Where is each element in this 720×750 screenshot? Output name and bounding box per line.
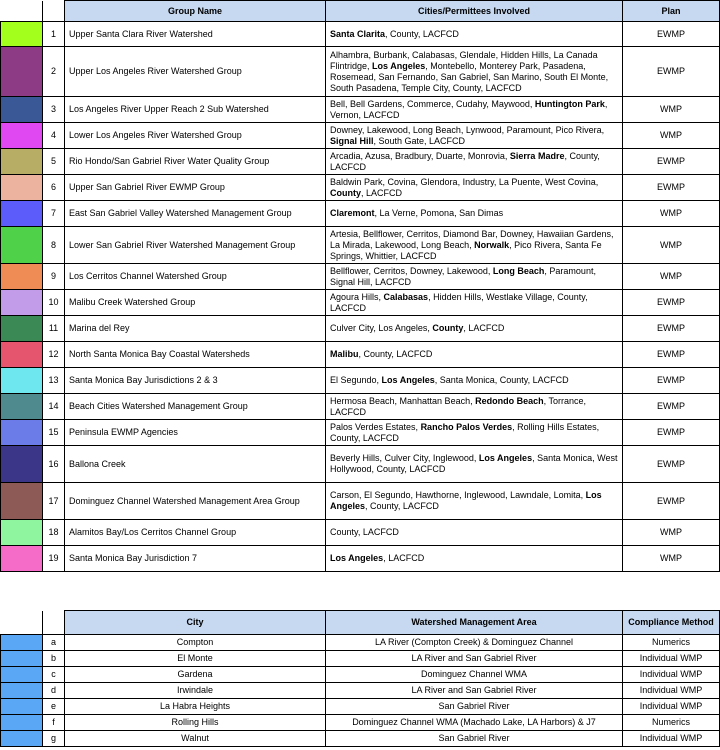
cities-text: , Santa Monica, West Hollywood, County, LACFCD [330, 453, 618, 474]
color-swatch [1, 201, 43, 227]
cities-cell [326, 316, 623, 342]
group-number: 7 [43, 201, 65, 227]
cities-cell [326, 520, 623, 546]
city-letter: c [43, 667, 65, 683]
group-name: Santa Monica Bay Jurisdictions 2 & 3 [65, 368, 326, 394]
color-swatch [1, 368, 43, 394]
group-name: Lower San Gabriel River Watershed Management Group [65, 227, 326, 264]
city-name: Rolling Hills [65, 715, 326, 731]
group-number: 15 [43, 420, 65, 446]
table-row [1, 201, 720, 227]
header-plan: Plan [623, 1, 720, 22]
cities-text: Hermosa Beach, Manhattan Beach, [330, 395, 476, 406]
plan-type: EWMP [623, 316, 720, 342]
header-group-name: Group Name [65, 1, 326, 22]
cities-text: Alhambra, Burbank, Calabasas, Glendale, Hidden Hills, La Canada Flintridge, [330, 49, 598, 71]
table-row [1, 520, 720, 546]
cities-text: Bell, Bell Gardens, Commerce, Cudahy, Maywood, [330, 98, 535, 109]
plan-type: EWMP [623, 175, 720, 201]
header-city: City [65, 611, 326, 635]
group-name: Upper Santa Clara River Watershed [65, 22, 326, 47]
header-compliance-method: Compliance Method [623, 611, 720, 635]
header-blank [43, 1, 65, 22]
cities-text: Culver City, Los Angeles, [330, 323, 433, 333]
table-row [1, 667, 720, 683]
city-name: Compton [65, 635, 326, 651]
cities-text: , Santa Monica, County, LACFCD [434, 375, 569, 385]
plan-type: WMP [623, 97, 720, 123]
compliance-method: Individual WMP [623, 731, 720, 747]
color-swatch [1, 683, 43, 699]
city-name: El Monte [65, 651, 326, 667]
table-row [1, 699, 720, 715]
cities-text: , South Gate, LACFCD [373, 135, 466, 146]
table-row [1, 316, 720, 342]
color-swatch [1, 446, 43, 483]
lead-city: Los Angeles [330, 553, 384, 563]
plan-type: EWMP [623, 47, 720, 97]
table-row [1, 715, 720, 731]
group-name: Santa Monica Bay Jurisdiction 7 [65, 546, 326, 572]
compliance-method: Numerics [623, 715, 720, 731]
plan-type: EWMP [623, 290, 720, 316]
table-row [1, 290, 720, 316]
cities-cell [326, 420, 623, 446]
group-name: Ballona Creek [65, 446, 326, 483]
group-number: 18 [43, 520, 65, 546]
table-row [1, 446, 720, 483]
table-row [1, 47, 720, 97]
cities-cell [326, 97, 623, 123]
cities-cell [326, 123, 623, 149]
city-letter: d [43, 683, 65, 699]
lead-city: Rancho Palos Verdes [420, 421, 513, 432]
cities-cell [326, 368, 623, 394]
cities-cell [326, 47, 623, 97]
lead-city: County [432, 323, 464, 333]
table-row [1, 97, 720, 123]
cities-cell [326, 201, 623, 227]
color-swatch [1, 731, 43, 747]
lead-city: Malibu [330, 349, 359, 359]
plan-type: WMP [623, 201, 720, 227]
group-number: 19 [43, 546, 65, 572]
lead-city: Huntington Park [534, 98, 605, 109]
group-number: 8 [43, 227, 65, 264]
lead-city: Los Angeles [381, 375, 435, 385]
table-row [1, 420, 720, 446]
watershed-area: LA River (Compton Creek) & Dominguez Channel [326, 635, 623, 651]
individual-cities-table [0, 610, 720, 747]
group-number: 9 [43, 264, 65, 290]
plan-type: WMP [623, 123, 720, 149]
lead-city: Long Beach [492, 265, 545, 276]
color-swatch [1, 342, 43, 368]
cities-text: Agoura Hills, [330, 291, 384, 302]
color-swatch [1, 97, 43, 123]
color-swatch [1, 635, 43, 651]
lead-city: Signal Hill [330, 135, 374, 146]
group-number: 1 [43, 22, 65, 47]
cities-text: Downey, Lakewood, Long Beach, Lynwood, Paramount, Pico Rivera, [330, 124, 605, 135]
group-name: Rio Hondo/San Gabriel River Water Quality Group [65, 149, 326, 175]
cities-cell [326, 483, 623, 520]
city-name: Gardena [65, 667, 326, 683]
color-swatch [1, 546, 43, 572]
compliance-method: Individual WMP [623, 683, 720, 699]
compliance-method: Numerics [623, 635, 720, 651]
group-number: 16 [43, 446, 65, 483]
color-swatch [1, 149, 43, 175]
lead-city: Calabasas [383, 291, 429, 302]
table-row [1, 342, 720, 368]
lead-city: Los Angeles [330, 490, 602, 511]
cities-cell [326, 446, 623, 483]
table-row [1, 123, 720, 149]
cities-cell [326, 149, 623, 175]
cities-text: , Paramount, Signal Hill, LACFCD [330, 265, 596, 287]
group-number: 12 [43, 342, 65, 368]
group-name: Alamitos Bay/Los Cerritos Channel Group [65, 520, 326, 546]
lead-city: Norwalk [474, 239, 510, 250]
cities-text: , Torrance, LACFCD [330, 395, 586, 417]
compliance-method: Individual WMP [623, 651, 720, 667]
table-row [1, 635, 720, 651]
plan-type: WMP [623, 546, 720, 572]
group-number: 13 [43, 368, 65, 394]
lead-city: Los Angeles [372, 60, 426, 71]
cities-text: , Hidden Hills, Westlake Village, County, LACFCD [330, 291, 588, 313]
group-number: 4 [43, 123, 65, 149]
color-swatch [1, 264, 43, 290]
cities-text: , La Verne, Pomona, San Dimas [374, 208, 504, 218]
table-row [1, 175, 720, 201]
plan-type: EWMP [623, 22, 720, 47]
group-name: Marina del Rey [65, 316, 326, 342]
table-row [1, 149, 720, 175]
watershed-area: Dominguez Channel WMA (Machado Lake, LA Harbors) & J7 [326, 715, 623, 731]
table-row [1, 264, 720, 290]
table-row [1, 683, 720, 699]
group-number: 17 [43, 483, 65, 520]
city-letter: e [43, 699, 65, 715]
header-watershed-area: Watershed Management Area [326, 611, 623, 635]
plan-type: WMP [623, 227, 720, 264]
header-blank [43, 611, 65, 635]
table-row [1, 227, 720, 264]
group-name: Los Cerritos Channel Watershed Group [65, 264, 326, 290]
color-swatch [1, 22, 43, 47]
city-letter: a [43, 635, 65, 651]
cities-text: Palos Verdes Estates, [330, 421, 421, 432]
cities-text: , Montebello, Monterey Park, Pasadena, Rosemead, San Fernando, San Gabriel, San Marino, South El Monte, South Pasadena, Temple City, County, LACFCD [330, 60, 609, 93]
color-swatch [1, 316, 43, 342]
plan-type: EWMP [623, 149, 720, 175]
color-swatch [1, 483, 43, 520]
group-name: North Santa Monica Bay Coastal Watersheds [65, 342, 326, 368]
cities-text: , County, LACFCD [365, 501, 439, 511]
cities-text: El Segundo, [330, 375, 382, 385]
cities-text: Beverly Hills, Culver City, Inglewood, [330, 453, 479, 463]
watershed-area: Dominguez Channel WMA [326, 667, 623, 683]
plan-type: EWMP [623, 342, 720, 368]
table-row [1, 368, 720, 394]
lead-city: Sierra Madre [509, 150, 565, 161]
cities-cell [326, 394, 623, 420]
plan-type: EWMP [623, 483, 720, 520]
group-number: 14 [43, 394, 65, 420]
cities-text: Baldwin Park, Covina, Glendora, Industry, La Puente, West Covina, [330, 176, 599, 187]
group-number: 2 [43, 47, 65, 97]
group-number: 3 [43, 97, 65, 123]
plan-type: EWMP [623, 368, 720, 394]
group-number: 11 [43, 316, 65, 342]
lead-city: Claremont [330, 208, 375, 218]
watershed-area: LA River and San Gabriel River [326, 651, 623, 667]
cities-text: Artesia, Bellflower, Cerritos, Diamond Bar, Downey, Hawaiian Gardens, La Mirada, Lakewood, Long Beach, [330, 228, 614, 250]
color-swatch [1, 520, 43, 546]
cities-text: , Pico Rivera, Santa Fe Springs, Whittier, LACFCD [330, 239, 602, 261]
color-swatch [1, 394, 43, 420]
group-number: 6 [43, 175, 65, 201]
group-number: 10 [43, 290, 65, 316]
plan-type: EWMP [623, 394, 720, 420]
city-name: Irwindale [65, 683, 326, 699]
cities-text: , Vernon, LACFCD [330, 98, 608, 120]
plan-type: EWMP [623, 446, 720, 483]
cities-text: Arcadia, Azusa, Bradbury, Duarte, Monrovia, [330, 150, 510, 161]
table-row [1, 546, 720, 572]
cities-text: , LACFCD [463, 323, 505, 333]
cities-cell [326, 546, 623, 572]
city-letter: b [43, 651, 65, 667]
city-name: Walnut [65, 731, 326, 747]
cities-text: , County, LACFCD [358, 349, 433, 359]
group-number: 5 [43, 149, 65, 175]
cities-cell [326, 290, 623, 316]
color-swatch [1, 420, 43, 446]
cities-cell [326, 264, 623, 290]
city-letter: f [43, 715, 65, 731]
group-name: East San Gabriel Valley Watershed Management Group [65, 201, 326, 227]
cities-cell [326, 227, 623, 264]
cities-text: County, LACFCD [330, 527, 399, 537]
header-cities: Cities/Permittees Involved [326, 1, 623, 22]
table-row [1, 394, 720, 420]
plan-type: WMP [623, 520, 720, 546]
color-swatch [1, 715, 43, 731]
cities-text: , Rolling Hills Estates, County, LACFCD [330, 421, 600, 443]
color-swatch [1, 651, 43, 667]
cities-cell [326, 342, 623, 368]
header-blank [1, 1, 43, 22]
group-name: Upper Los Angeles River Watershed Group [65, 47, 326, 97]
cities-cell [326, 22, 623, 47]
cities-text: , LACFCD [361, 187, 403, 198]
color-swatch [1, 227, 43, 264]
color-swatch [1, 290, 43, 316]
color-swatch [1, 47, 43, 97]
group-name: Los Angeles River Upper Reach 2 Sub Watershed [65, 97, 326, 123]
compliance-method: Individual WMP [623, 699, 720, 715]
city-letter: g [43, 731, 65, 747]
group-name: Dominguez Channel Watershed Management Area Group [65, 483, 326, 520]
watershed-area: LA River and San Gabriel River [326, 683, 623, 699]
plan-type: WMP [623, 264, 720, 290]
lead-city: County [330, 187, 361, 198]
cities-text: , LACFCD [383, 553, 425, 563]
group-name: Upper San Gabriel River EWMP Group [65, 175, 326, 201]
table-row [1, 483, 720, 520]
group-name: Lower Los Angeles River Watershed Group [65, 123, 326, 149]
group-name: Peninsula EWMP Agencies [65, 420, 326, 446]
color-swatch [1, 699, 43, 715]
color-swatch [1, 123, 43, 149]
table-row [1, 22, 720, 47]
lead-city: Redondo Beach [475, 395, 544, 406]
table-row [1, 651, 720, 667]
plan-type: EWMP [623, 420, 720, 446]
group-name: Beach Cities Watershed Management Group [65, 394, 326, 420]
lead-city: Los Angeles [478, 453, 533, 463]
lead-city: Santa Clarita [330, 28, 386, 39]
cities-text: , County, LACFCD [385, 28, 459, 39]
watershed-area: San Gabriel River [326, 699, 623, 715]
cities-cell [326, 175, 623, 201]
cities-text: Carson, El Segundo, Hawthorne, Inglewood, Lawndale, Lomita, [330, 490, 586, 500]
city-name: La Habra Heights [65, 699, 326, 715]
color-swatch [1, 175, 43, 201]
cities-text: , County, LACFCD [330, 150, 600, 172]
group-name: Malibu Creek Watershed Group [65, 290, 326, 316]
table-row [1, 731, 720, 747]
watershed-area: San Gabriel River [326, 731, 623, 747]
cities-text: Bellflower, Cerritos, Downey, Lakewood, [330, 265, 493, 276]
color-swatch [1, 667, 43, 683]
header-blank [1, 611, 43, 635]
compliance-method: Individual WMP [623, 667, 720, 683]
